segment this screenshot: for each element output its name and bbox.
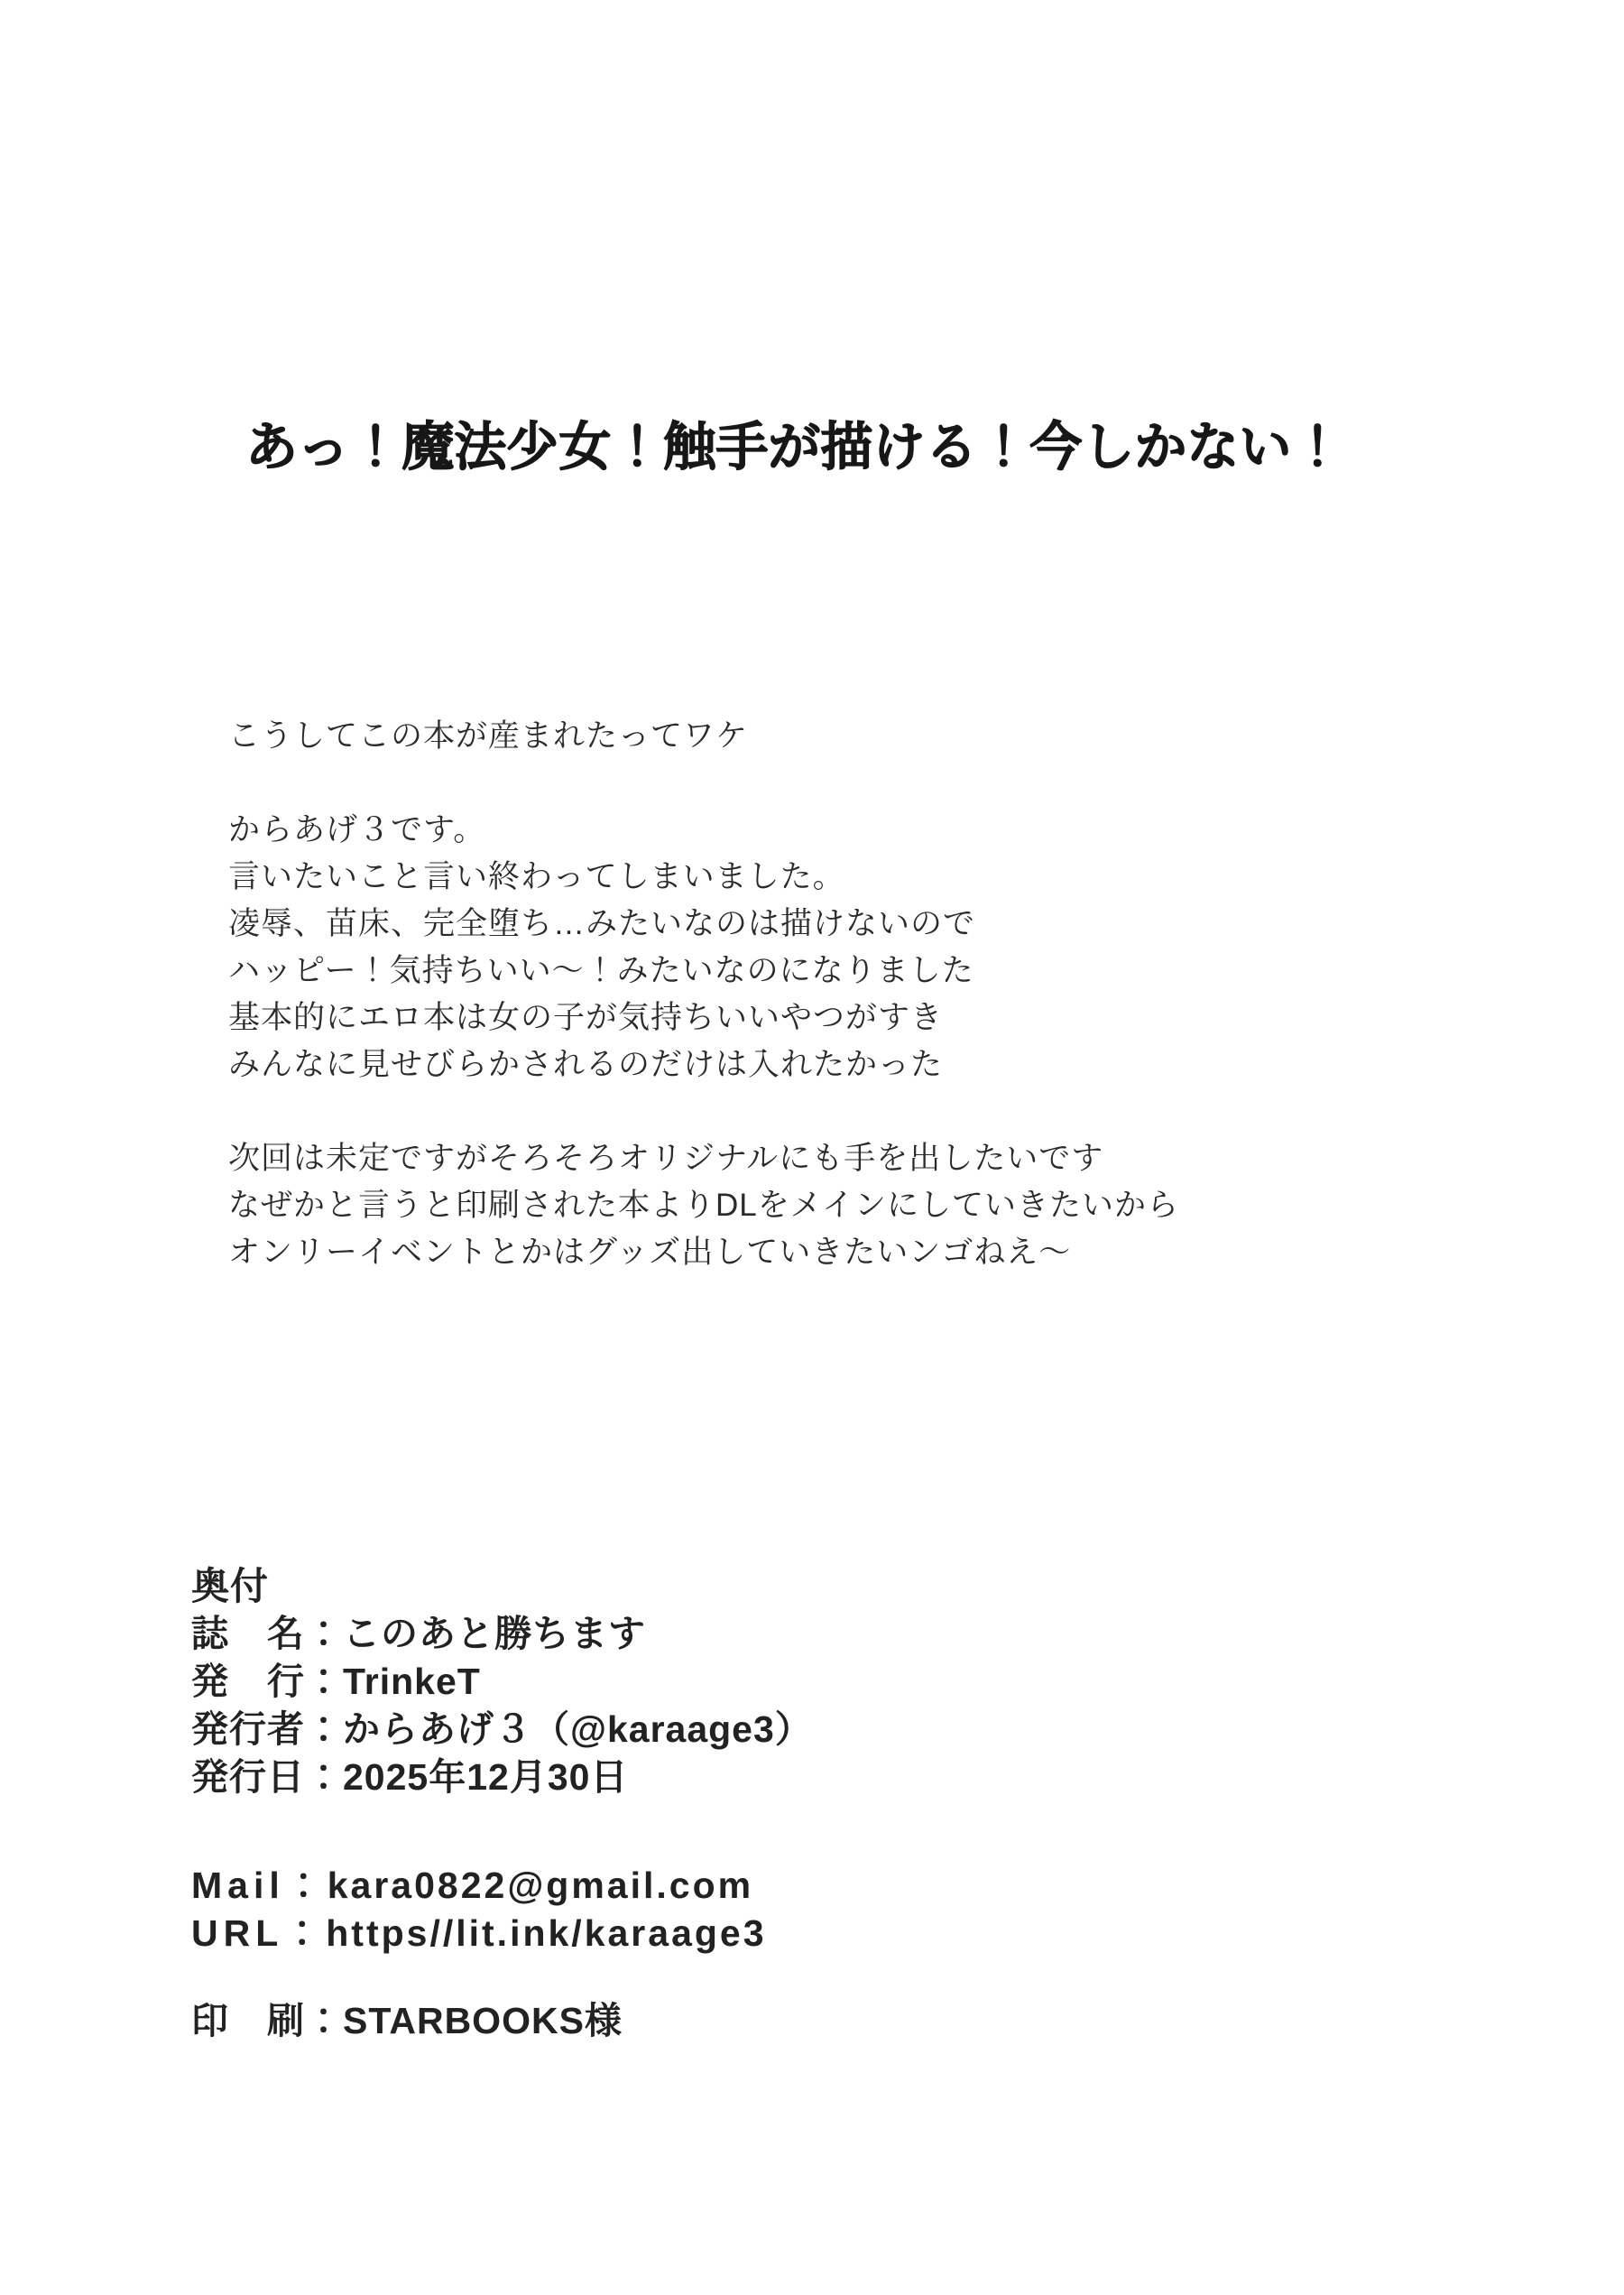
url-value: https//lit.ink/karaage3 [326, 1912, 767, 1954]
colophon-row-date [191, 1754, 813, 1801]
colophon-heading: 奥付 [191, 1565, 270, 1607]
mail-label: Mail： [191, 1865, 328, 1906]
afterword-text-block [228, 713, 1179, 1323]
afterword-line: 基本的にエロ本は女の子が気持ちいいやつがすき [228, 1000, 944, 1035]
colophon-label: 誌 名： [191, 1613, 343, 1654]
publish-date-value: 2025年12月30日 [343, 1756, 629, 1798]
colophon-row-author [191, 1706, 813, 1754]
printer-name-value: STARBOOKS様 [343, 2000, 623, 2041]
colophon-row-publisher [191, 1658, 813, 1706]
colophon-label: 発行者： [191, 1708, 343, 1750]
colophon-label: 発行日： [191, 1756, 343, 1798]
afterword-paragraph [228, 807, 1179, 1088]
afterword-paragraph [228, 1135, 1179, 1276]
colophon-label: 印 刷： [191, 2000, 343, 2041]
afterword-paragraph [228, 713, 1179, 760]
circle-name-value: TrinkeT [343, 1661, 481, 1702]
afterword-line: 言いたいこと言い終わってしまいました。 [228, 859, 845, 894]
page-title: あっ！魔法少女！触手が描ける！今しかない！ [245, 417, 1344, 477]
afterword-line: からあげ３です。 [228, 812, 486, 847]
afterword-line: ハッピー！気持ちいい～！みたいなのになりました [228, 953, 974, 988]
colophon-label: 発 行： [191, 1661, 343, 1702]
afterword-line: 凌辱、苗床、完全堕ち…みたいなのは描けないので [228, 906, 976, 941]
afterword-line: こうしてこの本が産まれたってワケ [228, 718, 749, 754]
afterword-line: オンリーイベントとかはグッズ出していきたいンゴねえ～ [228, 1235, 1072, 1270]
author-name-value: からあげ３（@karaage3） [343, 1708, 813, 1750]
colophon-row-url [191, 1910, 813, 1957]
contact-block [191, 1862, 813, 1957]
email-address-value: kara0822@gmail.com [327, 1865, 754, 1906]
colophon-row-printer [191, 1997, 813, 2045]
url-label: URL： [191, 1912, 327, 1954]
afterword-line: なぜかと言うと印刷された本よりDLをメインにしていきたいから [228, 1188, 1180, 1223]
book-title-value: このあと勝ちます [343, 1613, 646, 1654]
afterword-line: 次回は未定ですがそろそろオリジナルにも手を出したいです [228, 1141, 1104, 1176]
colophon-row-title [191, 1610, 813, 1658]
colophon-row-mail [191, 1862, 813, 1910]
colophon-block [191, 1562, 813, 2045]
afterword-line: みんなに見せびらかされるのだけは入れたかった [228, 1047, 944, 1082]
